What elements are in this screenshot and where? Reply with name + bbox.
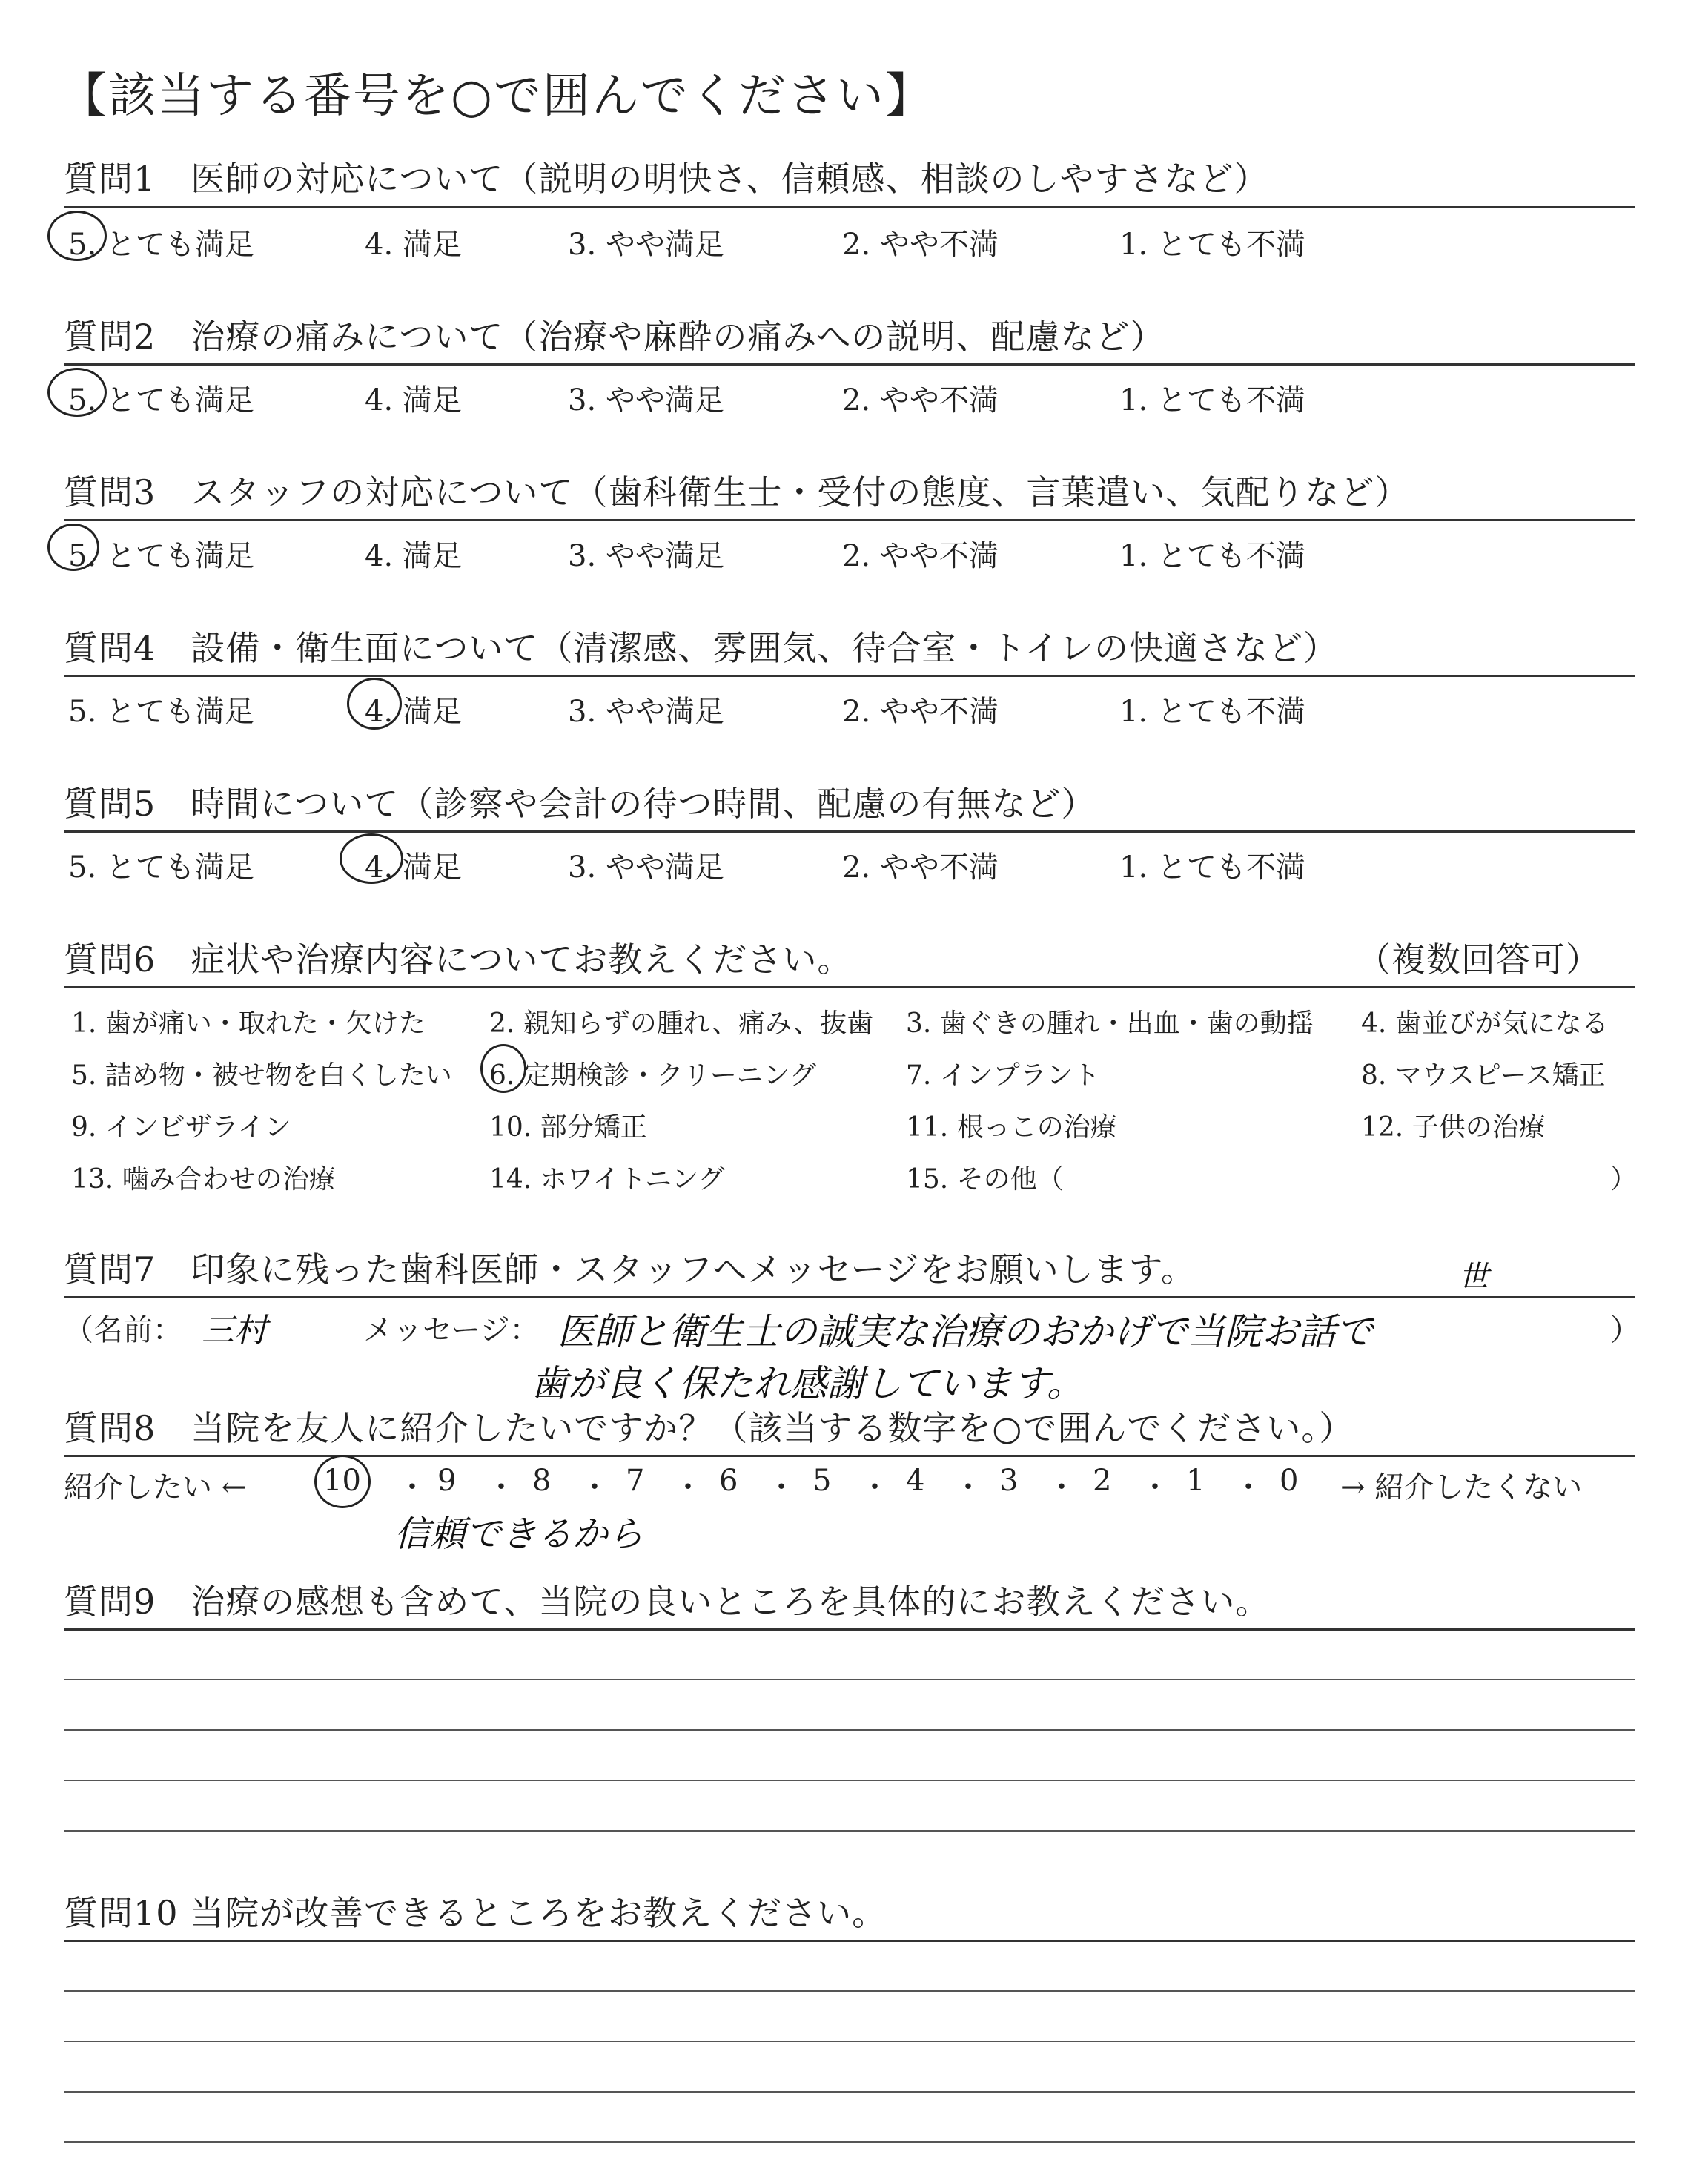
- answer-line[interactable]: [64, 1679, 1635, 1680]
- answer-line[interactable]: [64, 2141, 1635, 2143]
- question-2: 質問2 治療の痛みについて（治療や麻酔の痛みへの説明、配慮など）: [64, 317, 1165, 357]
- message-line-2[interactable]: 歯が良く保たれ感謝しています。: [531, 1362, 1084, 1405]
- symptom-option[interactable]: 13. 噛み合わせの治療: [71, 1164, 336, 1195]
- option-4[interactable]: 4. 満足: [365, 383, 462, 417]
- answer-line[interactable]: [64, 1729, 1635, 1731]
- symptom-option[interactable]: 6. 定期検診・クリーニング: [489, 1060, 817, 1091]
- option-5[interactable]: 5. とても満足: [68, 539, 254, 573]
- score-5[interactable]: 5: [812, 1464, 832, 1498]
- option-3[interactable]: 3. やや満足: [568, 851, 724, 885]
- question-6: 質問6 症状や治療内容についてお教えください。: [64, 939, 853, 980]
- divider: [64, 675, 1635, 677]
- option-2[interactable]: 2. やや不満: [842, 383, 999, 417]
- question-5: 質問5 時間について（診察や会計の待つ時間、配慮の有無など）: [64, 784, 1096, 824]
- multiple-answer-note: （複数回答可）: [1357, 939, 1601, 980]
- option-3[interactable]: 3. やや満足: [568, 228, 724, 262]
- answer-line[interactable]: [64, 1780, 1635, 1781]
- option-5[interactable]: 5. とても満足: [68, 695, 254, 729]
- option-2[interactable]: 2. やや不満: [842, 228, 999, 262]
- option-2[interactable]: 2. やや不満: [842, 539, 999, 573]
- option-3[interactable]: 3. やや満足: [568, 539, 724, 573]
- dot-separator: ・: [580, 1470, 609, 1505]
- score-1[interactable]: 1: [1186, 1464, 1205, 1498]
- dot-separator: ・: [1047, 1470, 1076, 1505]
- score-2[interactable]: 2: [1093, 1464, 1112, 1498]
- divider: [64, 519, 1635, 521]
- option-1[interactable]: 1. とても不満: [1119, 228, 1305, 262]
- score-4[interactable]: 4: [906, 1464, 925, 1498]
- divider: [64, 1455, 1635, 1457]
- question-9: 質問9 治療の感想も含めて、当院の良いところを具体的にお教えください。: [64, 1582, 1271, 1622]
- option-1[interactable]: 1. とても不満: [1119, 383, 1305, 417]
- answer-line[interactable]: [64, 2091, 1635, 2093]
- divider: [64, 206, 1635, 208]
- recommend-reason[interactable]: 信頼できるから: [394, 1513, 644, 1555]
- option-1[interactable]: 1. とても不満: [1119, 539, 1305, 573]
- option-3[interactable]: 3. やや満足: [568, 383, 724, 417]
- answer-line[interactable]: [64, 1990, 1635, 1992]
- divider: [64, 986, 1635, 988]
- divider: [64, 1940, 1635, 1942]
- form-title: 【該当する番号を○で囲んでください】: [59, 69, 934, 124]
- symptom-option[interactable]: 10. 部分矯正: [489, 1112, 647, 1143]
- divider: [64, 1628, 1635, 1631]
- selection-circle: [47, 524, 99, 571]
- score-7[interactable]: 7: [626, 1464, 645, 1498]
- option-3[interactable]: 3. やや満足: [568, 695, 724, 729]
- symptom-option[interactable]: 5. 詰め物・被せ物を白くしたい: [71, 1060, 452, 1091]
- question-8: 質問8 当院を友人に紹介したいですか？（該当する数字を○で囲んでください。）: [64, 1408, 1354, 1448]
- score-9[interactable]: 9: [437, 1464, 457, 1498]
- message-close-paren: ）: [1610, 1313, 1640, 1347]
- divider: [64, 830, 1635, 833]
- option-5[interactable]: 5. とても満足: [68, 851, 254, 885]
- dot-separator: ・: [860, 1470, 890, 1505]
- message-line-1[interactable]: 医師と衛生士の誠実な治療のおかげで当院お話で: [557, 1310, 1373, 1353]
- dot-separator: ・: [397, 1470, 427, 1505]
- dot-separator: ・: [486, 1470, 516, 1505]
- divider: [64, 1296, 1635, 1298]
- question-3: 質問3 スタッフの対応について（歯科衛生士・受付の態度、言葉遣い、気配りなど）: [64, 472, 1410, 512]
- answer-line[interactable]: [64, 2041, 1635, 2042]
- dot-separator: ・: [673, 1470, 703, 1505]
- selection-circle: [47, 368, 107, 417]
- symptom-option[interactable]: 14. ホワイトニング: [489, 1164, 725, 1195]
- question-7: 質問7 印象に残った歯科医師・スタッフへメッセージをお願いします。: [64, 1249, 1196, 1289]
- score-10[interactable]: 10: [323, 1464, 361, 1498]
- option-2[interactable]: 2. やや不満: [842, 851, 999, 885]
- score-8[interactable]: 8: [532, 1464, 552, 1498]
- option-4[interactable]: 4. 満足: [365, 695, 462, 729]
- score-3[interactable]: 3: [999, 1464, 1019, 1498]
- recommend-right-label: → 紹介したくない: [1340, 1470, 1583, 1505]
- dot-separator: ・: [1234, 1470, 1263, 1505]
- other-close-paren: ）: [1610, 1164, 1638, 1195]
- question-10: 質問10 当院が改善できるところをお教えください。: [64, 1893, 887, 1933]
- symptom-option[interactable]: 15. その他（: [906, 1164, 1064, 1195]
- selection-circle: [480, 1044, 526, 1093]
- name-label: （名前：: [64, 1313, 182, 1347]
- option-2[interactable]: 2. やや不満: [842, 695, 999, 729]
- selection-circle: [47, 211, 107, 261]
- question-1: 質問1 医師の対応について（説明の明快さ、信頼感、相談のしやすさなど）: [64, 159, 1269, 199]
- symptom-option[interactable]: 2. 親知らずの腫れ、痛み、抜歯: [489, 1008, 874, 1039]
- dot-separator: ・: [1140, 1470, 1170, 1505]
- selection-circle: [347, 678, 402, 730]
- dot-separator: ・: [767, 1470, 796, 1505]
- name-value[interactable]: 三村: [202, 1312, 267, 1350]
- symptom-option[interactable]: 12. 子供の治療: [1361, 1112, 1546, 1143]
- option-4[interactable]: 4. 満足: [365, 539, 462, 573]
- selection-circle: [340, 833, 403, 884]
- dot-separator: ・: [953, 1470, 983, 1505]
- option-1[interactable]: 1. とても不満: [1119, 851, 1305, 885]
- symptom-option[interactable]: 9. インビザライン: [71, 1112, 291, 1143]
- message-label: メッセージ：: [363, 1313, 540, 1347]
- score-0[interactable]: 0: [1280, 1464, 1299, 1498]
- question-4: 質問4 設備・衛生面について（清潔感、雰囲気、待合室・トイレの快適さなど）: [64, 628, 1339, 668]
- recommend-left-label: 紹介したい ←: [64, 1470, 247, 1505]
- option-5[interactable]: 5. とても満足: [68, 228, 254, 262]
- answer-line[interactable]: [64, 1830, 1635, 1832]
- symptom-option[interactable]: 11. 根っこの治療: [906, 1112, 1117, 1143]
- option-4[interactable]: 4. 満足: [365, 851, 462, 885]
- score-6[interactable]: 6: [719, 1464, 738, 1498]
- symptom-option[interactable]: 3. 歯ぐきの腫れ・出血・歯の動揺: [906, 1008, 1314, 1039]
- selection-circle: [314, 1455, 371, 1508]
- option-4[interactable]: 4. 満足: [365, 228, 462, 262]
- symptom-option[interactable]: 1. 歯が痛い・取れた・欠けた: [71, 1008, 426, 1039]
- symptom-option[interactable]: 8. マウスピース矯正: [1361, 1060, 1606, 1091]
- message-insert: 世: [1459, 1260, 1489, 1294]
- divider: [64, 363, 1635, 366]
- option-5[interactable]: 5. とても満足: [68, 383, 254, 417]
- option-1[interactable]: 1. とても不満: [1119, 695, 1305, 729]
- symptom-option[interactable]: 7. インプラント: [906, 1060, 1100, 1091]
- symptom-option[interactable]: 4. 歯並びが気になる: [1361, 1008, 1609, 1039]
